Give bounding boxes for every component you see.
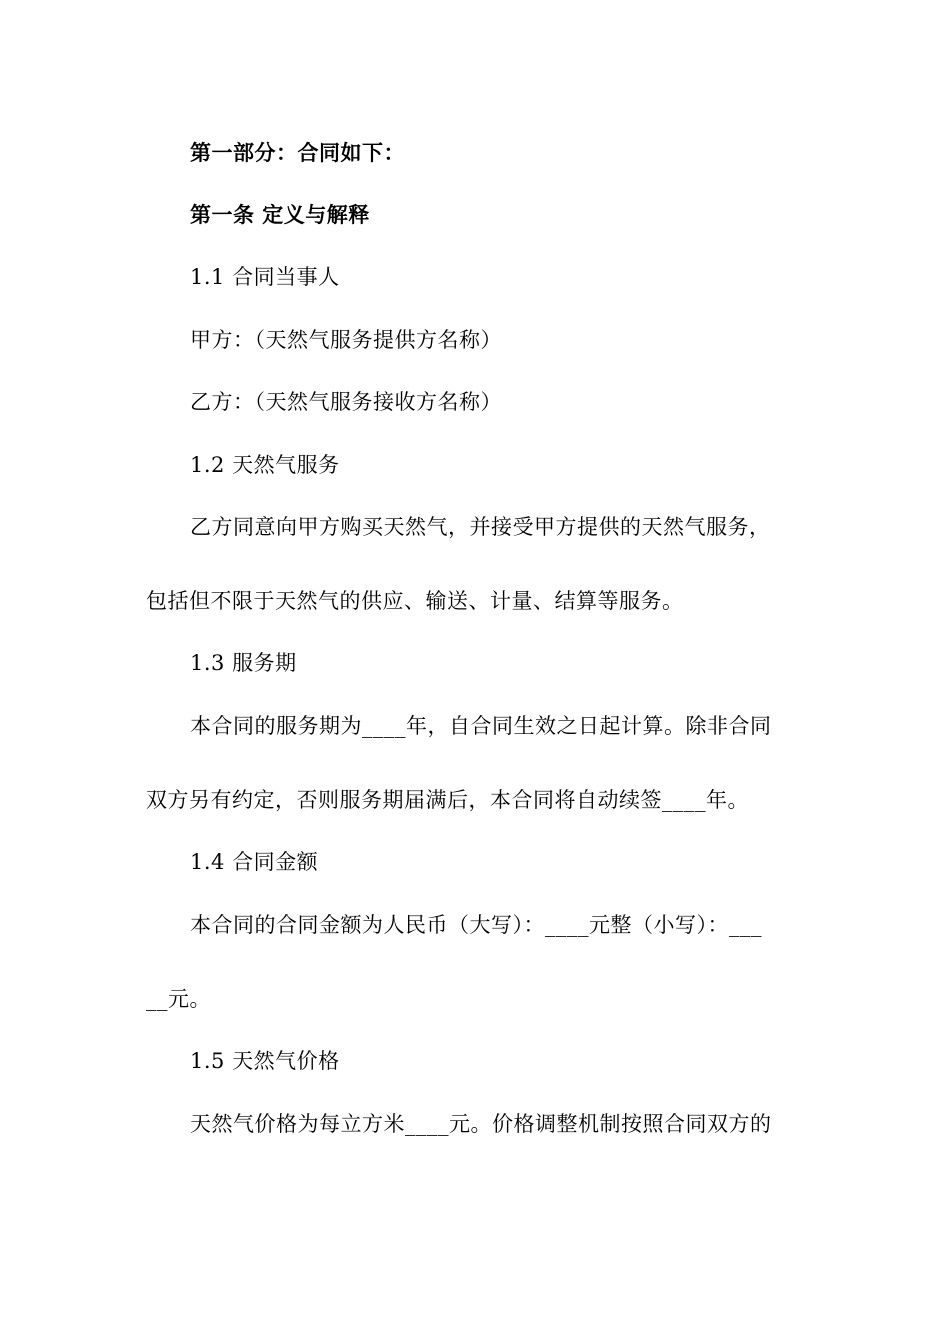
paragraph-line: 本合同的合同金额为人民币（大写）：____元整（小写）：___ bbox=[190, 913, 762, 937]
paragraph-line: 本合同的服务期为____年，自合同生效之日起计算。除非合同 bbox=[190, 714, 772, 738]
paragraph-line: 天然气价格为每立方米____元。价格调整机制按照合同双方的 bbox=[190, 1112, 772, 1136]
section-heading-1-3: 1.3 服务期 bbox=[190, 651, 297, 675]
paragraph-line: __元。 bbox=[146, 987, 211, 1011]
article-heading: 第一条 定义与解释 bbox=[190, 203, 370, 227]
party-b-line: 乙方：（天然气服务接收方名称） bbox=[190, 390, 502, 414]
paragraph-line: 双方另有约定，否则服务期届满后，本合同将自动续签____年。 bbox=[146, 788, 749, 812]
part-heading: 第一部分：合同如下： bbox=[190, 141, 405, 165]
section-heading-1-4: 1.4 合同金额 bbox=[190, 850, 319, 874]
paragraph-line: 乙方同意向甲方购买天然气，并接受甲方提供的天然气服务， bbox=[190, 515, 771, 539]
section-heading-1-2: 1.2 天然气服务 bbox=[190, 453, 340, 477]
party-a-line: 甲方：（天然气服务提供方名称） bbox=[190, 328, 502, 352]
section-heading-1-1: 1.1 合同当事人 bbox=[190, 265, 340, 289]
paragraph-line: 包括但不限于天然气的供应、输送、计量、结算等服务。 bbox=[146, 589, 684, 613]
section-heading-1-5: 1.5 天然气价格 bbox=[190, 1049, 340, 1073]
